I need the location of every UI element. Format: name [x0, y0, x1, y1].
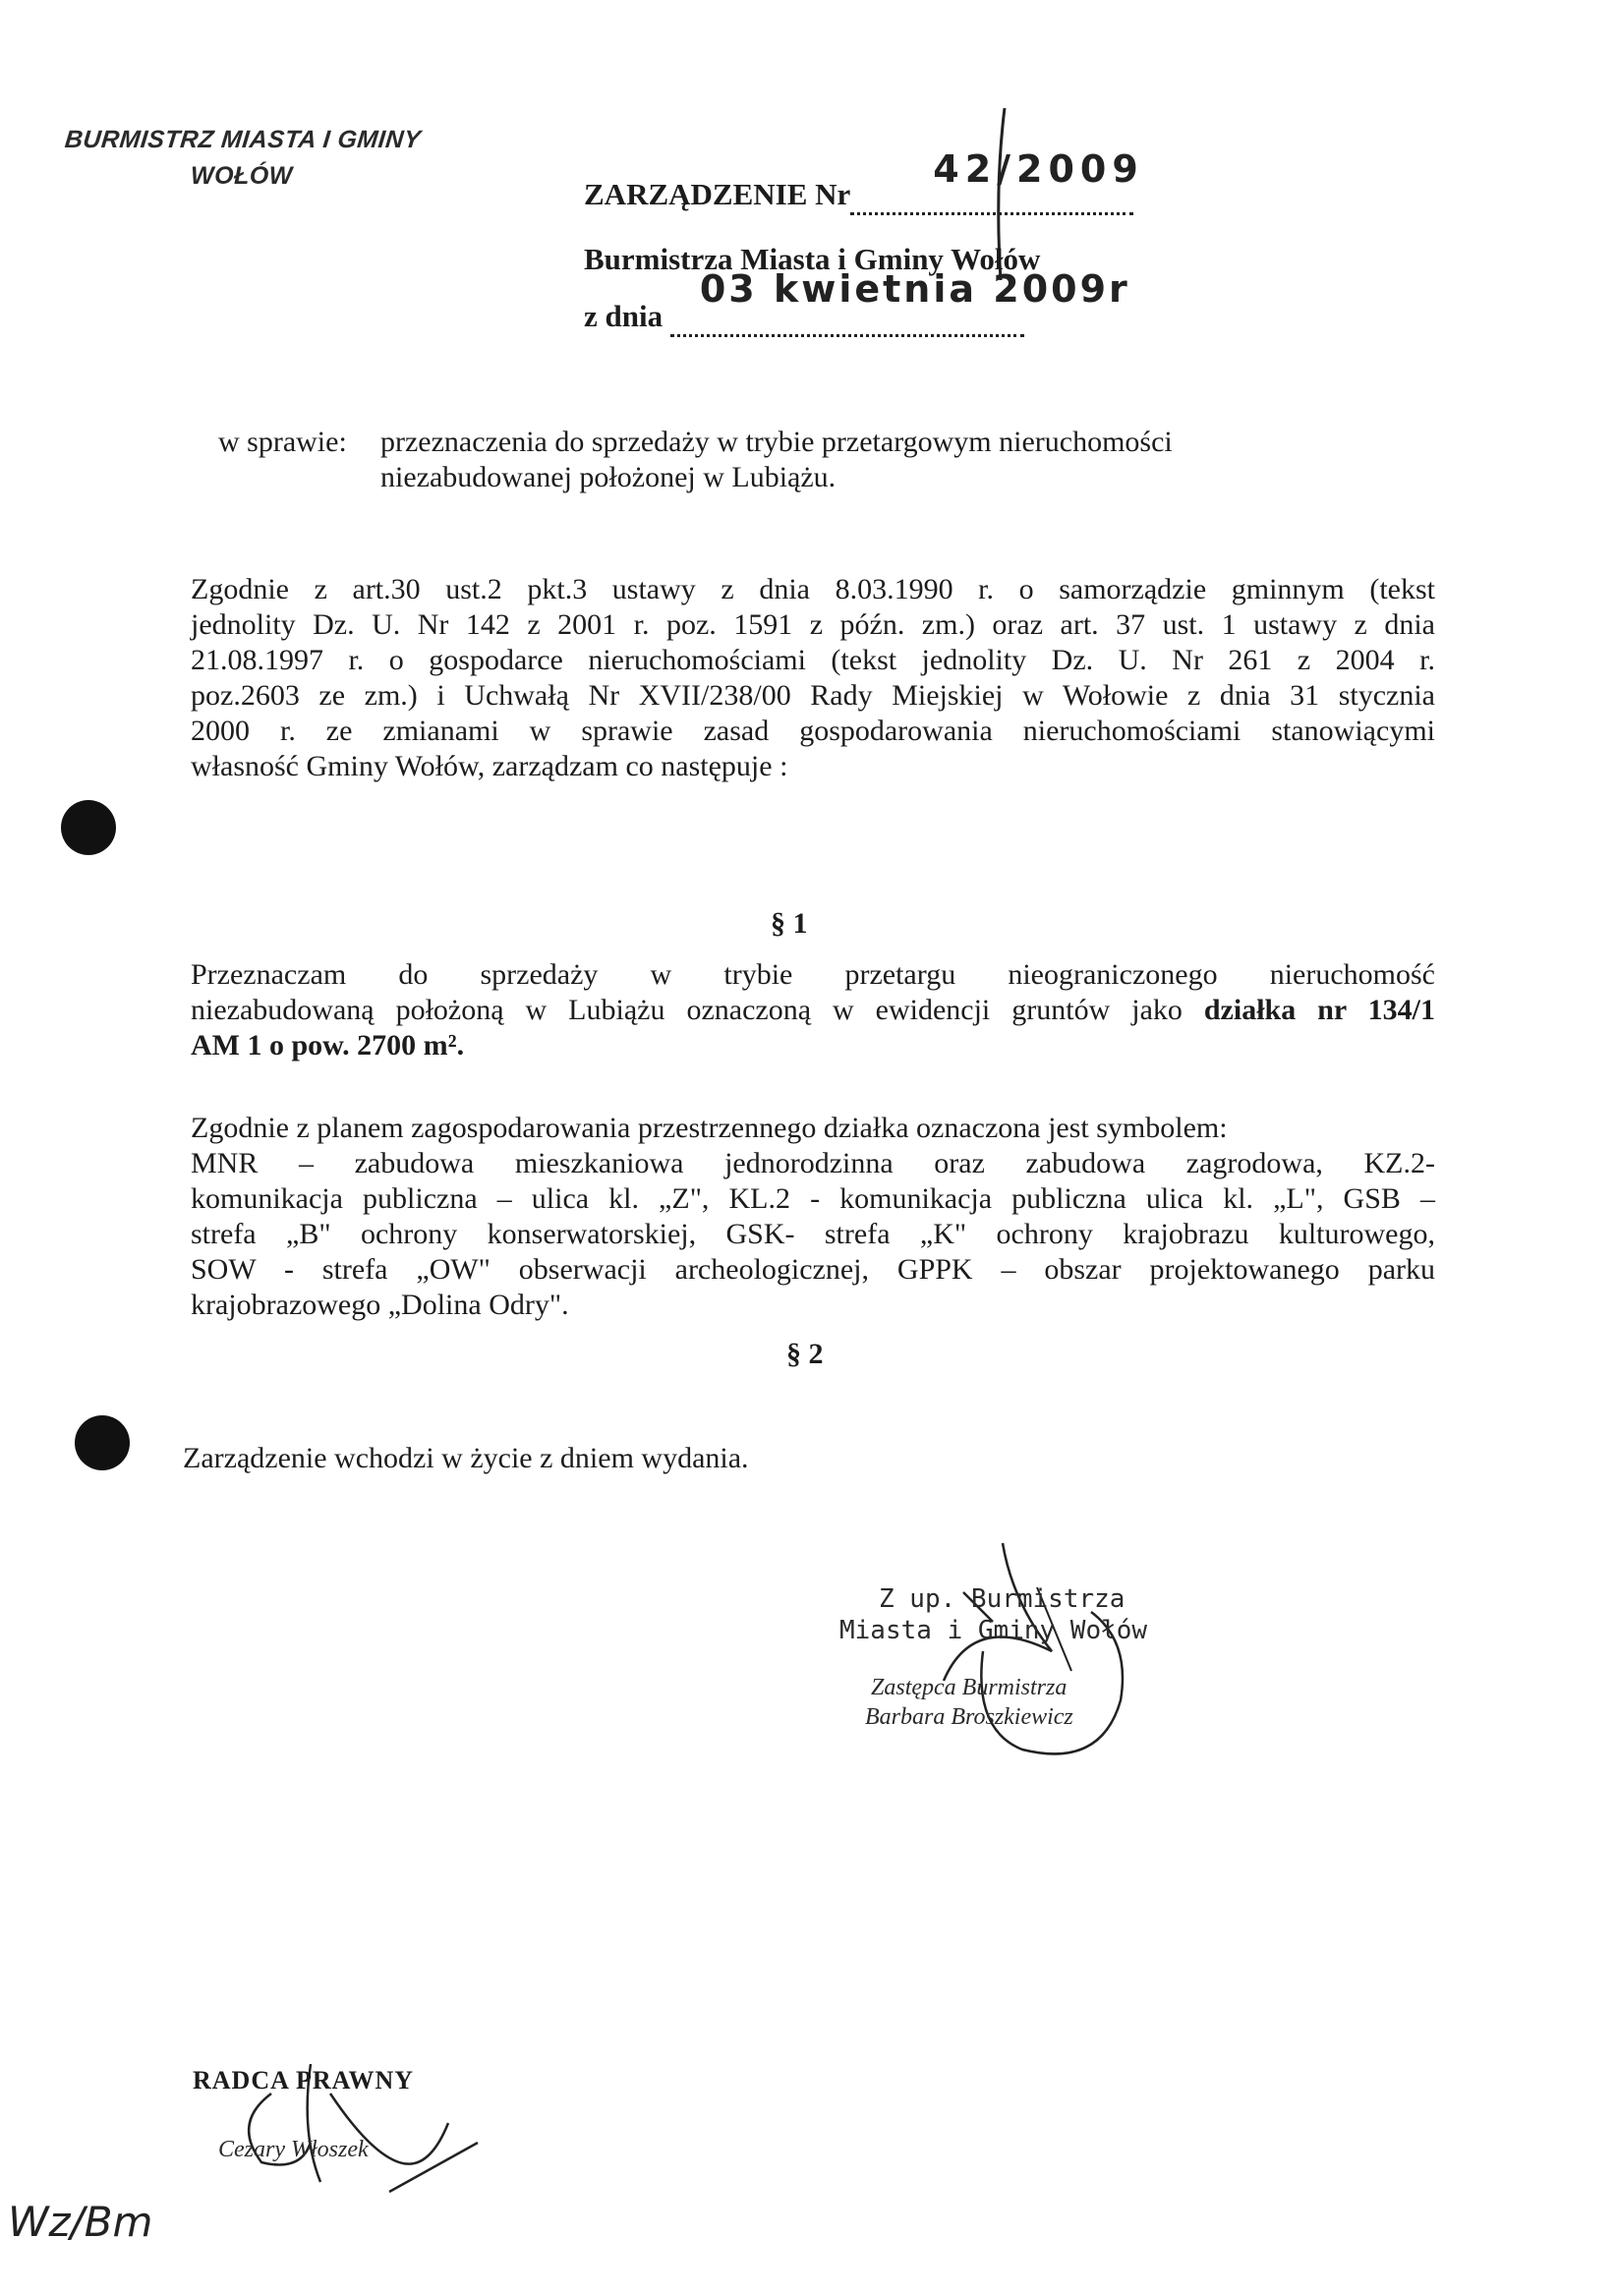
legal-counsel-name: Cezary Włoszek	[218, 2137, 369, 2162]
legal-counsel-title: RADCA PRAWNY	[193, 2066, 415, 2095]
punch-hole	[75, 1415, 130, 1470]
subject-label: w sprawie:	[218, 426, 347, 458]
parcel-number: działka nr 134/1	[1203, 994, 1435, 1026]
legal-counsel-block	[193, 2054, 527, 2211]
preamble-line-6: własność Gminy Wołów, zarządzam co następuje :	[191, 750, 788, 782]
handwritten-date: 03 kwietnia 2009r	[699, 267, 1130, 311]
issuer-stamp	[65, 126, 458, 191]
preamble	[191, 572, 1435, 784]
section-2-heading: § 2	[786, 1338, 824, 1370]
document-title	[584, 147, 1144, 215]
date-line	[584, 267, 1130, 337]
preamble-line-3: 21.08.1997 r. o gospodarce nieruchomościami (tekst jednolity Dz. U. Nr 261 z 2004 r.	[191, 644, 1435, 676]
title-prefix: ZARZĄDZENIE Nr	[584, 177, 851, 211]
subject-line-2: niezabudowanej położonej w Lubiążu.	[380, 461, 837, 493]
preamble-line-2: jednolity Dz. U. Nr 142 z 2001 r. poz. 1591 z późn. zm.) oraz art. 37 ust. 1 ustawy z dnia	[191, 608, 1435, 641]
number-dotted-field	[850, 147, 1144, 215]
date-prefix: z dnia	[584, 299, 664, 333]
zoning-line-5: SOW - strefa „OW" obserwacji archeologicznej, GPPK – obszar projektowanego parku	[191, 1253, 1435, 1286]
punch-hole	[61, 800, 116, 855]
stamp-line-2: WOŁÓW	[191, 162, 293, 190]
subject-text	[380, 425, 1265, 495]
date-dotted-field	[670, 267, 1130, 337]
signature-scribble	[826, 1533, 1180, 1769]
section-1-line-2	[191, 993, 1435, 1028]
subject-line-1: przeznaczenia do sprzedaży w trybie przetargowym nieruchomości	[380, 426, 1173, 458]
preamble-line-1: Zgodnie z art.30 ust.2 pkt.3 ustawy z dnia 8.03.1990 r. o samorządzie gminnym (tekst	[191, 573, 1435, 605]
zoning-line-6: krajobrazowego „Dolina Odry".	[191, 1289, 569, 1321]
stamp-line-1: BURMISTRZ MIASTA I GMINY	[63, 126, 423, 153]
section-1-line-2-text: niezabudowaną położoną w Lubiążu oznaczoną w ewidencji gruntów jako	[191, 994, 1204, 1026]
zoning-line-3: komunikacja publiczna – ulica kl. „Z", KL.2 - komunikacja publiczna ulica kl. „L", GSB –	[191, 1182, 1435, 1215]
signature-line-4: Barbara Broszkiewicz	[865, 1704, 1073, 1730]
zoning-line-4: strefa „B" ochrony konserwatorskiej, GSK- strefa „K" ochrony krajobrazu kulturowego,	[191, 1218, 1435, 1250]
signature-line-1: Z up. Burmistrza	[879, 1584, 1125, 1614]
issuer-line: Burmistrza Miasta i Gminy Wołów	[584, 242, 1041, 276]
zoning-line-2: MNR – zabudowa mieszkaniowa jednorodzinna oraz zabudowa zagrodowa, KZ.2-	[191, 1147, 1435, 1179]
section-1-body	[191, 957, 1435, 1063]
section-2-text: Zarządzenie wchodzi w życie z dniem wydania.	[183, 1442, 749, 1474]
section-1-line-1: Przeznaczam do sprzedaży w trybie przetargu nieograniczonego nieruchomość	[191, 958, 1435, 991]
zoning-line-1: Zgodnie z planem zagospodarowania przestrzennego działka oznaczona jest symbolem:	[191, 1112, 1228, 1144]
handwritten-initials: Wz/Bm	[8, 2198, 153, 2246]
preamble-line-5: 2000 r. ze zmianami w sprawie zasad gospodarowania nieruchomościami stanowiącymi	[191, 715, 1435, 747]
signature-line-3: Zastępca Burmistrza	[871, 1675, 1068, 1700]
zoning-plan	[191, 1111, 1435, 1323]
section-1-heading: § 1	[771, 907, 808, 940]
section-1-line-3: AM 1 o pow. 2700 m².	[191, 1029, 465, 1062]
signature-line-2: Miasta i Gminy Wołów	[839, 1616, 1148, 1645]
handwritten-number: 42/2009	[933, 147, 1144, 191]
signature-block	[826, 1533, 1180, 1769]
preamble-line-4: poz.2603 ze zm.) i Uchwałą Nr XVII/238/00 Rady Miejskiej w Wołowie z dnia 31 stycznia	[191, 679, 1435, 712]
